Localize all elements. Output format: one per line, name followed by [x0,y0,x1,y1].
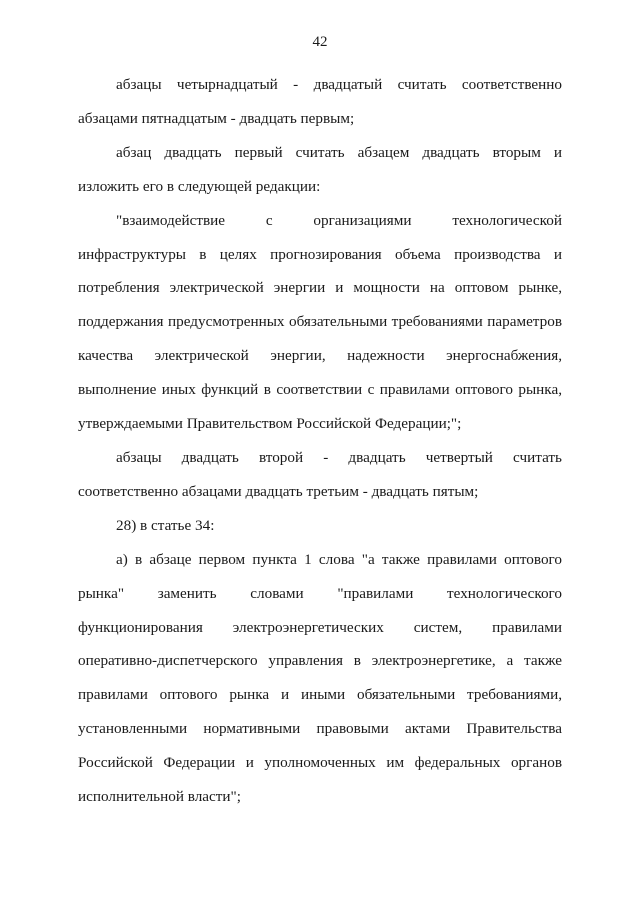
paragraph-subclause-a: а) в абзаце первом пункта 1 слова "а также правилами оптового рынка" заменить словами "правилами технологического функционирования электроэнергетических систем, правилами оперативно-диспетчерского управления в электроэнергетике, а также правилами оптового рынка и иными обязательными требованиями, установленными нормативными правовыми актами Правительства Российской Федерации и уполномоченных им федеральных органов исполнительной власти"; [78,550,562,806]
document-body [78,68,562,814]
page-number: 42 [312,34,328,50]
paragraph-article-34: 28) в статье 34: [116,516,215,534]
paragraph-renumber-22-24: абзацы двадцать второй - двадцать четвертый считать соответственно абзацами двадцать третьим - двадцать пятым; [78,448,562,500]
paragraph-renumber-15-21: абзацы четырнадцатый - двадцатый считать соответственно абзацами пятнадцатым - двадцать первым; [78,76,562,127]
paragraph-quoted-new-text: "взаимодействие с организациями технологической инфраструктуры в целях прогнозирования объема производства и потребления электрической энергии и мощности на оптовом рынке, поддержания предусмотренных обязательными требованиями параметров качества электрической энергии, надежности энергоснабжения, выполнение иных функций в соответствии с правилами оптового рынка, утверждаемыми Правительством Российской Федерации;"; [78,211,562,433]
paragraph-renumber-21-22: абзац двадцать первый считать абзацем двадцать вторым и изложить его в следующей редакции: [78,143,562,195]
